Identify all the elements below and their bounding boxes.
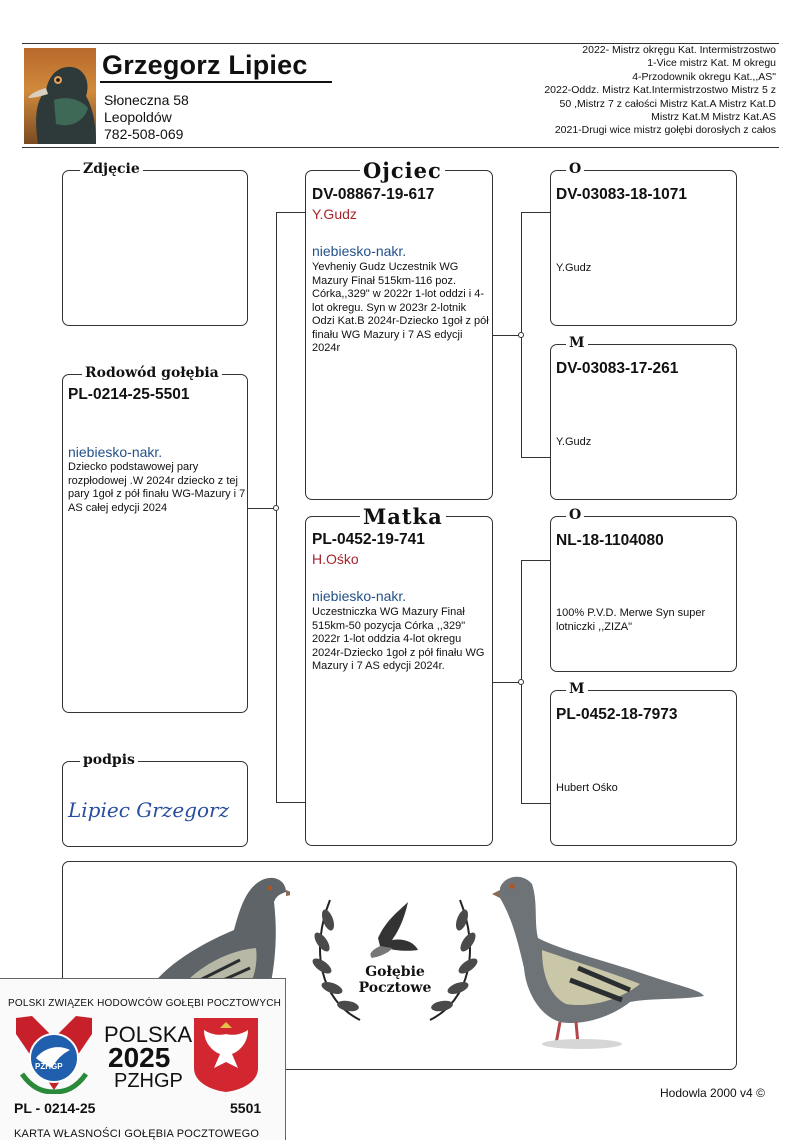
breeder-name-underline xyxy=(100,81,332,83)
paternal-grandmother-legend: M xyxy=(566,335,588,351)
achievement-line: 1-Vice mistrz Kat. M okregu xyxy=(647,57,776,70)
paternal-grandfather-note: Y.Gudz xyxy=(556,262,592,274)
breeder-phone: 782-508-069 xyxy=(104,126,184,142)
connector-line xyxy=(493,682,521,683)
pigeon-description: Dziecko podstawowej pary rozpłodowej .W 2024r dziecko z tej pary 1goł z pół finału WG-Mazury i 7 AS całej edycji 2024 xyxy=(68,461,246,514)
achievement-line: 2022-Oddz. Mistrz Kat.Intermistrzostwo Mistrz 5 z xyxy=(544,84,776,97)
paternal-grandfather-legend: O xyxy=(566,161,584,177)
signature-legend: podpis xyxy=(80,752,138,768)
logo-line-2: Pocztowe xyxy=(358,980,432,996)
photo-legend: Zdjęcie xyxy=(80,161,143,177)
pzhgp-badge-icon xyxy=(12,1014,96,1094)
mother-owner: H.Ośko xyxy=(312,551,359,567)
signature-handwriting: Lipiec Grzegorz xyxy=(68,798,230,822)
pedigree-legend: Rodowód gołębia xyxy=(82,365,222,381)
maternal-grandfather-legend: O xyxy=(566,507,584,523)
maternal-grandfather-note: 100% P.V.D. Merwe Syn super lotniczki ,,ZIZA" xyxy=(556,607,706,633)
maternal-grandfather-ring: NL-18-1104080 xyxy=(556,532,664,549)
polish-eagle-emblem-icon xyxy=(192,1016,260,1092)
mother-legend: Matka xyxy=(360,504,446,529)
breeder-city: Leopoldów xyxy=(104,109,172,125)
connector-line xyxy=(521,560,550,561)
software-version: Hodowla 2000 v4 © xyxy=(660,1086,765,1100)
pigeon-ring-number: PL-0214-25-5501 xyxy=(68,386,190,403)
achievement-line: Mistrz Kat.M Mistrz Kat.AS xyxy=(651,111,776,124)
connector-line xyxy=(276,802,305,803)
mother-ring-number: PL-0452-19-741 xyxy=(312,531,425,548)
card-country: POLSKA xyxy=(104,1022,193,1047)
card-organization: PZHGP xyxy=(114,1070,183,1092)
connector-line xyxy=(493,335,521,336)
connector-knob xyxy=(273,505,279,511)
connector-knob xyxy=(518,679,524,685)
pedigree-box xyxy=(62,374,248,713)
achievement-line: 2021-Drugi wice mistrz gołębi dorosłych z całos xyxy=(554,124,776,137)
card-footer: KARTA WŁASNOŚCI GOŁĘBIA POCZTOWEGO xyxy=(14,1128,260,1140)
connector-line xyxy=(276,212,305,213)
father-description: Yevheniy Gudz Uczestnik WG Mazury Finał 515km-116 poz. Córka,,329" w 2022r 1-lot oddzi i 4-lot okregu. Syn w 2023r 2-lotnik Odzi Kat.B 2024r-Dziecko 1goł z pół finału WG Mazury i 7 AS edycji 2024r xyxy=(312,261,489,354)
pigeon-color: niebiesko-nakr. xyxy=(68,444,163,460)
achievement-line: 2022- Mistrz okręgu Kat. Intermistrzostwo xyxy=(582,44,776,56)
father-legend: Ojciec xyxy=(360,158,445,183)
photo-box xyxy=(62,170,248,326)
connector-line xyxy=(248,508,276,509)
connector-line xyxy=(521,212,550,213)
maternal-grandmother-note: Hubert Ośko xyxy=(556,782,618,794)
card-ring-prefix: PL - 0214-25 xyxy=(14,1100,96,1116)
maternal-grandmother-ring: PL-0452-18-7973 xyxy=(556,706,678,723)
paternal-grandmother-ring: DV-03083-17-261 xyxy=(556,360,679,377)
breeder-pigeon-photo xyxy=(24,48,96,144)
connector-line xyxy=(521,803,550,804)
header-bottom-rule xyxy=(22,147,779,148)
paternal-grandmother-note: Y.Gudz xyxy=(556,436,592,448)
father-color: niebiesko-nakr. xyxy=(312,243,407,259)
laurel-wreath-logo xyxy=(300,880,490,1030)
pigeon-illustration-right xyxy=(490,872,710,1052)
card-title: POLSKI ZWIĄZEK HODOWCÓW GOŁĘBI POCZTOWYCH xyxy=(8,998,282,1009)
mother-color: niebiesko-nakr. xyxy=(312,588,407,604)
card-year: 2025 xyxy=(108,1042,171,1073)
pigeon-illustration-left xyxy=(130,868,290,988)
logo-text xyxy=(345,964,445,996)
pzhgp-badge-label: PZHGP xyxy=(35,1062,63,1071)
logo-line-1: Gołębie xyxy=(365,964,425,980)
achievement-line: 4-Przodownik okregu Kat.,,AS" xyxy=(632,70,776,83)
father-owner: Y.Gudz xyxy=(312,206,357,222)
breeder-street: Słoneczna 58 xyxy=(104,92,189,108)
mother-description: Uczestniczka WG Mazury Finał 515km-50 pozycja Córka ,,329" 2022r 1-lot oddzia 4-lot okregu 2024r-Dziecko 1goł z pół finału WG Mazury i 7 AS edycji 2024r. xyxy=(312,606,485,672)
paternal-grandfather-ring: DV-03083-18-1071 xyxy=(556,186,687,203)
maternal-grandmother-legend: M xyxy=(566,681,588,697)
connector-knob xyxy=(518,332,524,338)
card-ring-suffix: 5501 xyxy=(230,1100,262,1116)
father-ring-number: DV-08867-19-617 xyxy=(312,186,435,203)
breeder-name: Grzegorz Lipiec xyxy=(102,50,308,80)
achievement-line: 50 ,Mistrz 7 z całości Mistrz Kat.A Mistrz Kat.D xyxy=(559,97,776,110)
connector-line xyxy=(521,457,550,458)
achievements-list xyxy=(470,44,776,138)
